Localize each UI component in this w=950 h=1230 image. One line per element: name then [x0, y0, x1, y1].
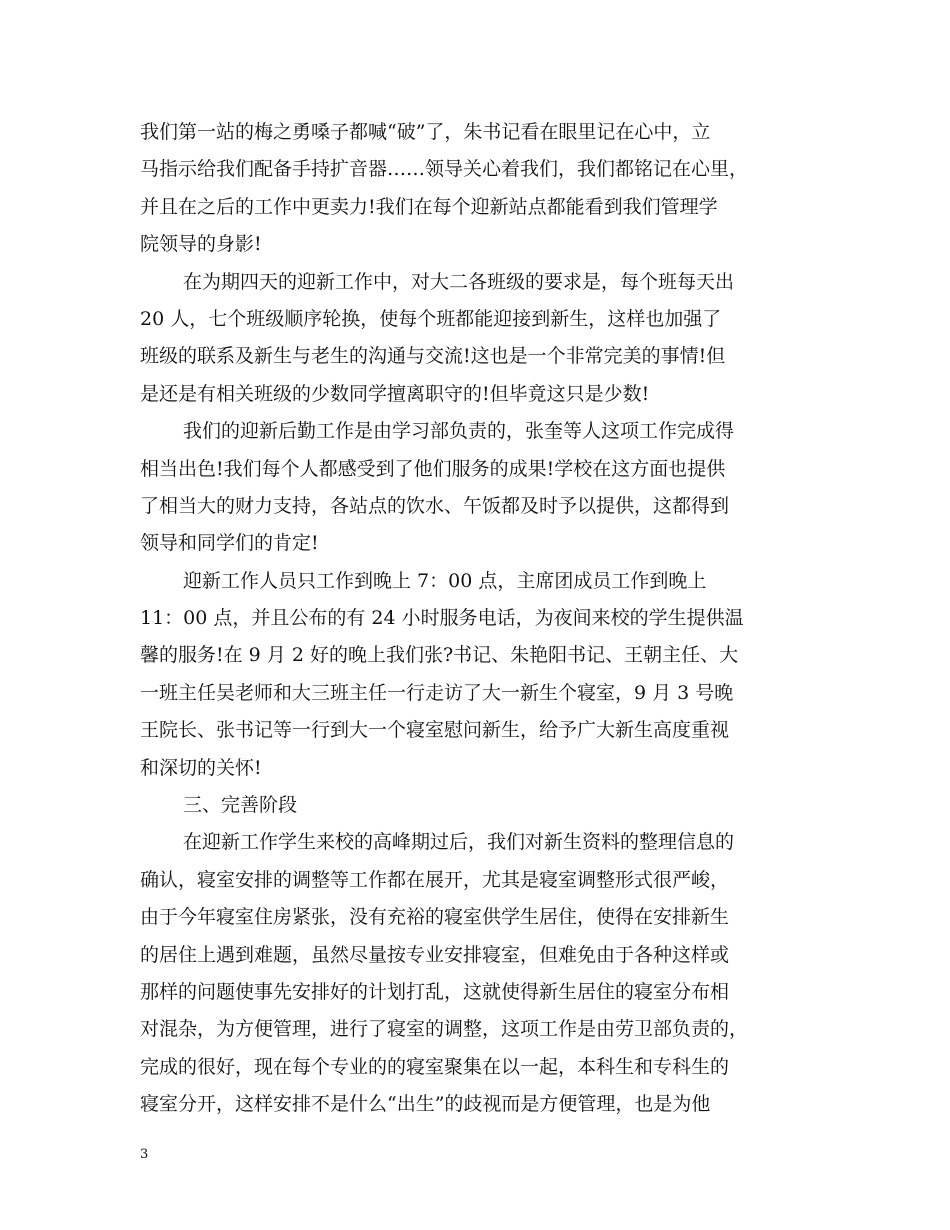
text-line: 完成的很好，现在每个专业的的寝室聚集在以一起，本科生和专科生的 [140, 1055, 730, 1078]
text-line: 迎新工作人员只工作到晚上 7：00 点，主席团成员工作到晚上 [183, 569, 707, 592]
text-line: 三、完善阶段 [183, 794, 298, 817]
text-line: 马指示给我们配备手持扩音器……领导关心着我们，我们都铭记在心里， [140, 158, 749, 181]
text-line: 寝室分开，这样安排不是什么“出生”的歧视而是方便管理，也是为他 [140, 1093, 711, 1116]
body-text [140, 114, 815, 1124]
text-line: 和深切的关怀! [140, 756, 262, 779]
text-line: 在为期四天的迎新工作中，对大二各班级的要求是，每个班每天出 [183, 270, 735, 293]
text-line: 的居住上遇到难题，虽然尽量按专业安排寝室，但难免由于各种这样或 [140, 943, 730, 966]
text-line: 由于今年寝室住房紧张，没有充裕的寝室供学生居住，使得在安排新生 [140, 906, 730, 929]
page-number: 3 [140, 1147, 149, 1162]
text-line: 并且在之后的工作中更卖力!我们在每个迎新站点都能看到我们管理学 [140, 195, 718, 218]
text-line: 一班主任吴老师和大三班主任一行走访了大一新生个寝室，9 月 3 号晚 [140, 681, 734, 704]
text-line: 我们第一站的梅之勇嗓子都喊“破”了，朱书记看在眼里记在心中，立 [140, 121, 711, 143]
text-line: 那样的问题使事先安排好的计划打乱，这就使得新生居住的寝室分布相 [140, 980, 730, 1003]
text-line: 11：00 点，并且公布的有 24 小时服务电话，为夜间来校的学生提供温 [140, 607, 744, 630]
text-line: 班级的联系及新生与老生的沟通与交流!这也是一个非常完美的事情!但 [140, 345, 726, 368]
text-line: 了相当大的财力支持，各站点的饮水、午饭都及时予以提供，这都得到 [140, 494, 730, 517]
text-line: 馨的服务!在 9 月 2 好的晚上我们张?书记、朱艳阳书记、王朝主任、大 [140, 644, 739, 667]
text-line: 20 人，七个班级顺序轮换，使每个班都能迎接到新生，这样也加强了 [140, 307, 722, 330]
text-line: 我们的迎新后勤工作是由学习部负责的，张奎等人这项工作完成得 [183, 420, 735, 443]
text-line: 相当出色!我们每个人都感受到了他们服务的成果!学校在这方面也提供 [140, 457, 726, 480]
text-line: 确认，寝室安排的调整等工作都在展开，尤其是寝室调整形式很严峻， [140, 868, 730, 891]
text-line: 对混杂，为方便管理，进行了寝室的调整，这项工作是由劳卫部负责的， [140, 1018, 749, 1041]
text-line: 王院长、张书记等一行到大一个寝室慰问新生，给予广大新生高度重视 [140, 719, 730, 742]
text-line: 是还是有相关班级的少数同学擅离职守的!但毕竟这只是少数! [140, 382, 650, 405]
text-line: 在迎新工作学生来校的高峰期过后，我们对新生资料的整理信息的 [183, 831, 735, 854]
text-line: 领导和同学们的肯定! [140, 532, 319, 555]
text-line: 院领导的身影! [140, 233, 262, 256]
